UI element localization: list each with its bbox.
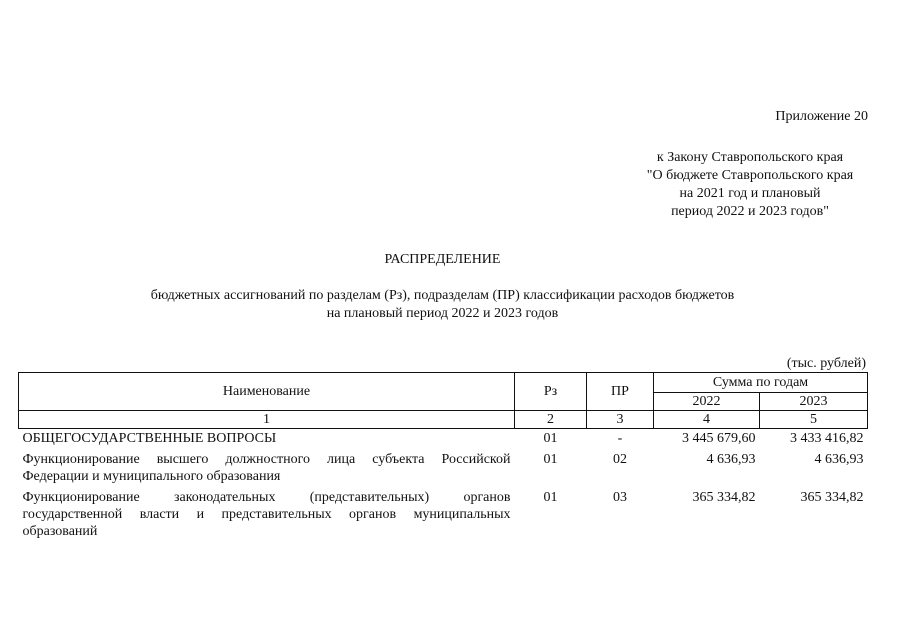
header-rz: Рз bbox=[515, 373, 587, 411]
law-line: к Закону Ставропольского края bbox=[656, 150, 844, 165]
row-pr: 02 bbox=[613, 452, 627, 467]
header-pr: ПР bbox=[587, 373, 654, 411]
row-name: Функционирование высшего должностного лица субъекта Российской Федерации и муниципального образования bbox=[22, 452, 511, 484]
column-number: 2 bbox=[515, 411, 587, 429]
row-sum-2023: 4 636,93 bbox=[814, 452, 864, 467]
document-title: РАСПРЕДЕЛЕНИЕ bbox=[384, 252, 501, 267]
subtitle-line: на плановый период 2022 и 2023 годов bbox=[326, 306, 559, 321]
column-number: 3 bbox=[587, 411, 654, 429]
row-name: ОБЩЕГОСУДАРСТВЕННЫЕ ВОПРОСЫ bbox=[22, 431, 277, 446]
appendix-label: Приложение 20 bbox=[775, 109, 868, 124]
row-sum-2023: 3 433 416,82 bbox=[790, 431, 864, 446]
row-rz: 01 bbox=[543, 452, 558, 467]
header-year-2023: 2023 bbox=[760, 393, 868, 411]
row-sum-2022: 365 334,82 bbox=[692, 490, 756, 505]
law-line: на 2021 год и плановый bbox=[679, 186, 821, 201]
row-pr: - bbox=[617, 431, 623, 446]
column-number: 5 bbox=[760, 411, 868, 429]
table-row bbox=[19, 429, 868, 451]
budget-table bbox=[18, 372, 868, 543]
column-number: 1 bbox=[19, 411, 515, 429]
row-sum-2022: 3 445 679,60 bbox=[682, 431, 756, 446]
row-rz: 01 bbox=[543, 431, 558, 446]
row-sum-2023: 365 334,82 bbox=[800, 490, 864, 505]
row-pr: 03 bbox=[613, 490, 627, 505]
row-sum-2022: 4 636,93 bbox=[706, 452, 756, 467]
row-rz: 01 bbox=[543, 490, 558, 505]
header-year-2022: 2022 bbox=[654, 393, 760, 411]
table-row bbox=[19, 450, 868, 488]
document-subtitle bbox=[0, 287, 885, 323]
law-line: период 2022 и 2023 годов" bbox=[671, 204, 829, 219]
law-reference bbox=[600, 149, 900, 221]
table-row bbox=[19, 488, 868, 543]
law-line: "О бюджете Ставропольского края bbox=[646, 168, 854, 183]
column-number: 4 bbox=[654, 411, 760, 429]
row-name: Функционирование законодательных (представительных) органов государственной власти и представительных органов муниципальных образований bbox=[22, 490, 511, 539]
header-sum-group: Сумма по годам bbox=[654, 373, 868, 393]
header-name: Наименование bbox=[19, 373, 515, 411]
subtitle-line: бюджетных ассигнований по разделам (Рз), подразделам (ПР) классификации расходов бюджетов bbox=[150, 288, 735, 303]
units-label: (тыс. рублей) bbox=[786, 356, 866, 371]
